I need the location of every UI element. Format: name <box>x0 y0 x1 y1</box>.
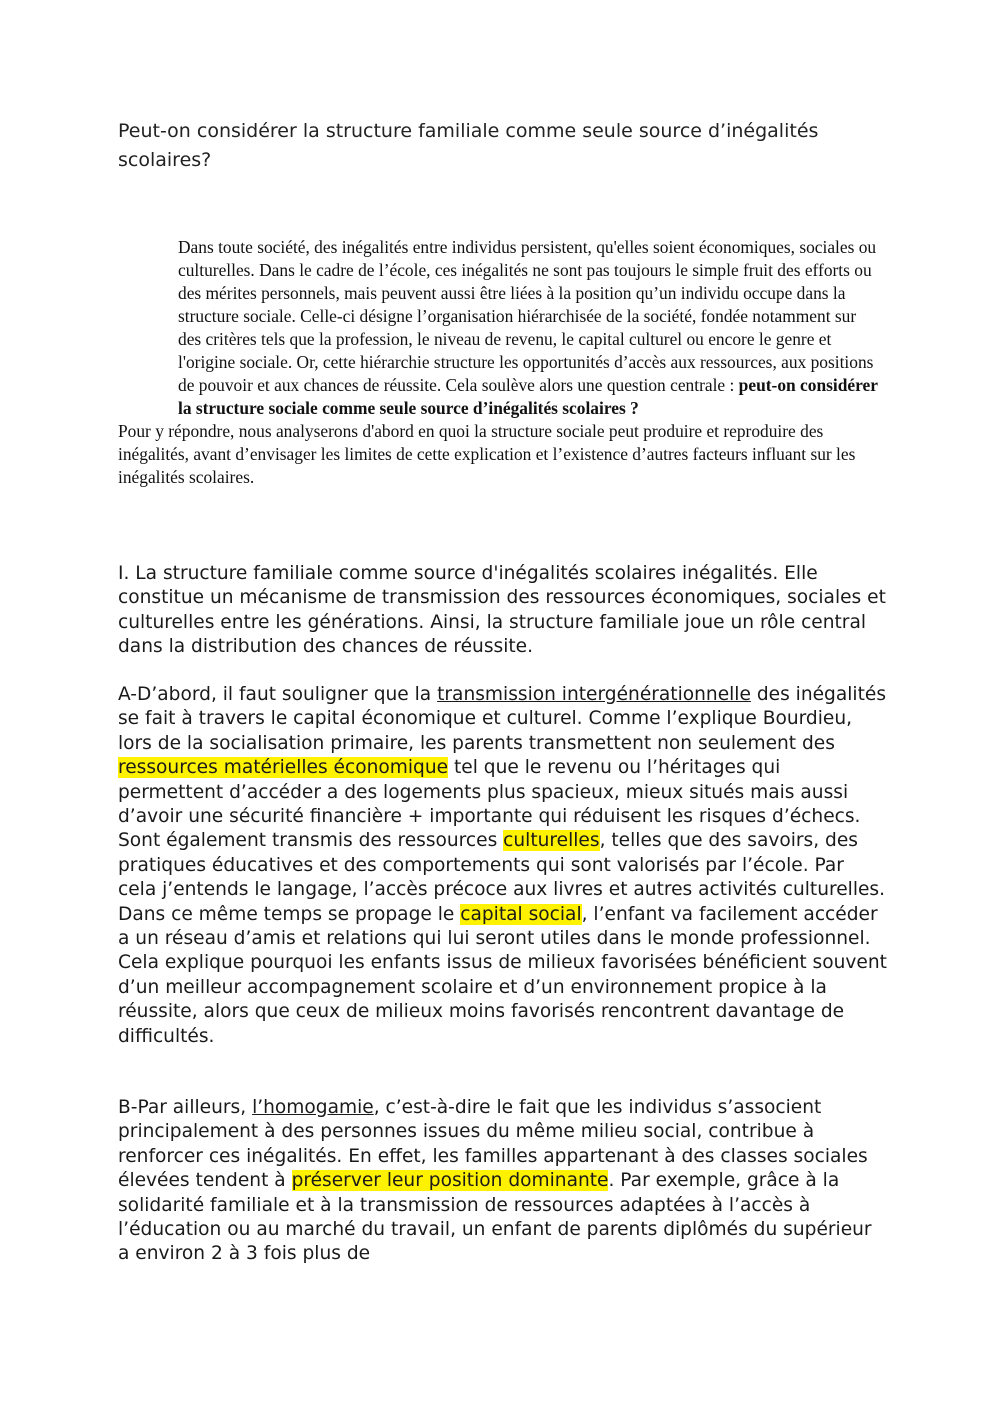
highlighted-term: préserver leur position dominante <box>291 1170 609 1192</box>
highlighted-term: culturelles <box>503 830 600 852</box>
intro-paragraph-2: Pour y répondre, nous analyserons d'abord en quoi la structure sociale peut produire et reproduire des inégalités, avant d’envisager les limites de cette explication et l’existence d’autres facteurs influant sur les inégalités scolaires. <box>118 421 856 487</box>
section-1-intro: I. La structure familiale comme source d'inégalités scolaires inégalités. Elle constitue un mécanisme de transmission des ressources économiques, sociales et culturelles entre les générations. Ainsi, la structure familiale joue un rôle central dans la distribution des chances de réussite. <box>118 563 886 658</box>
section-a-text: tel que le revenu ou l’héritages qui permettent d’accéder a des logements plus spacieux, mieux situés mais aussi d’avoir une sécurité financière + importante qui réduisent les risques d’échecs. Sont également transmis des ressources <box>118 757 861 852</box>
page-title: Peut-on considérer la structure familiale comme seule source d’inégalités scolaires? <box>118 120 819 171</box>
section-a-text: A-D’abord, il faut souligner que la <box>118 684 438 705</box>
highlighted-term: ressources matérielles économique <box>118 757 449 779</box>
section-b <box>118 1096 888 1267</box>
intro-text: Dans toute société, des inégalités entre individus persistent, qu'elles soient économiques, sociales ou culturelles. Dans le cadre de l’école, ces inégalités ne sont pas toujours le simple fruit des efforts ou des mérites personnels, mais peuvent aussi être liées à la position qu’un individu occupe dans la structure sociale. Celle-ci désigne l’organisation hiérarchisée de la société, fondée notamment sur des critères tels que la profession, le niveau de revenu, le capital culturel ou encore le genre et l'origine sociale. Or, cette hiérarchie structure les opportunités d’accès aux ressources, aux positions de pouvoir et aux chances de réussite. Cela soulève alors une question centrale : <box>178 237 877 395</box>
section-a-text: Dans ce même temps se propage le <box>118 903 461 925</box>
intro-paragraph-1 <box>118 236 878 420</box>
section-a-text: , l’enfant va facilement accéder a un réseau d’amis et relations qui lui seront utiles dans le monde professionnel. Cela explique pourquoi les enfants issus de milieux favorisées bénéficient souvent d’un meilleur accompagnement scolaire et d’un environnement propice à la réussite, alors que ceux de milieux moins favorisés rencontrent davantage de difficultés. <box>118 903 887 1047</box>
section-b-text: . Par exemple, grâce à la solidarité familiale et à la transmission de ressources adaptées à l’accès à l’éducation ou au marché du travail, un enfant de parents diplômés du supérieur a environ 2 à 3 fois plus de <box>118 1170 872 1265</box>
section-a-text: , telles que des savoirs, des pratiques éducatives et des comportements qui sont valorisés par l’école. Par cela j’entends le langage, l’accès précoce aux livres et autres activités culturelles. <box>118 830 886 901</box>
problem-statement: peut-on considérer la structure sociale comme seule source d’inégalités scolaires ? <box>178 375 878 418</box>
section-a-text: des inégalités se fait à travers le capital économique et culturel. Comme l’explique Bourdieu, lors de la socialisation primaire, les parents transmettent non seulement des <box>118 684 887 754</box>
section-a <box>118 683 888 1049</box>
underlined-term: transmission intergénérationnelle <box>437 684 751 705</box>
section-b-text: B-Par ailleurs, <box>118 1097 253 1118</box>
underlined-term: l’homogamie <box>252 1097 374 1118</box>
highlighted-term: capital social <box>460 903 582 925</box>
introduction <box>118 236 878 489</box>
section-b-text: , c’est-à-dire le fait que les individus s’associent principalement à des personnes issues du même milieu social, contribue à renforcer ces inégalités. En effet, les familles appartenant à des classes sociales élevées tendent à <box>118 1097 868 1192</box>
